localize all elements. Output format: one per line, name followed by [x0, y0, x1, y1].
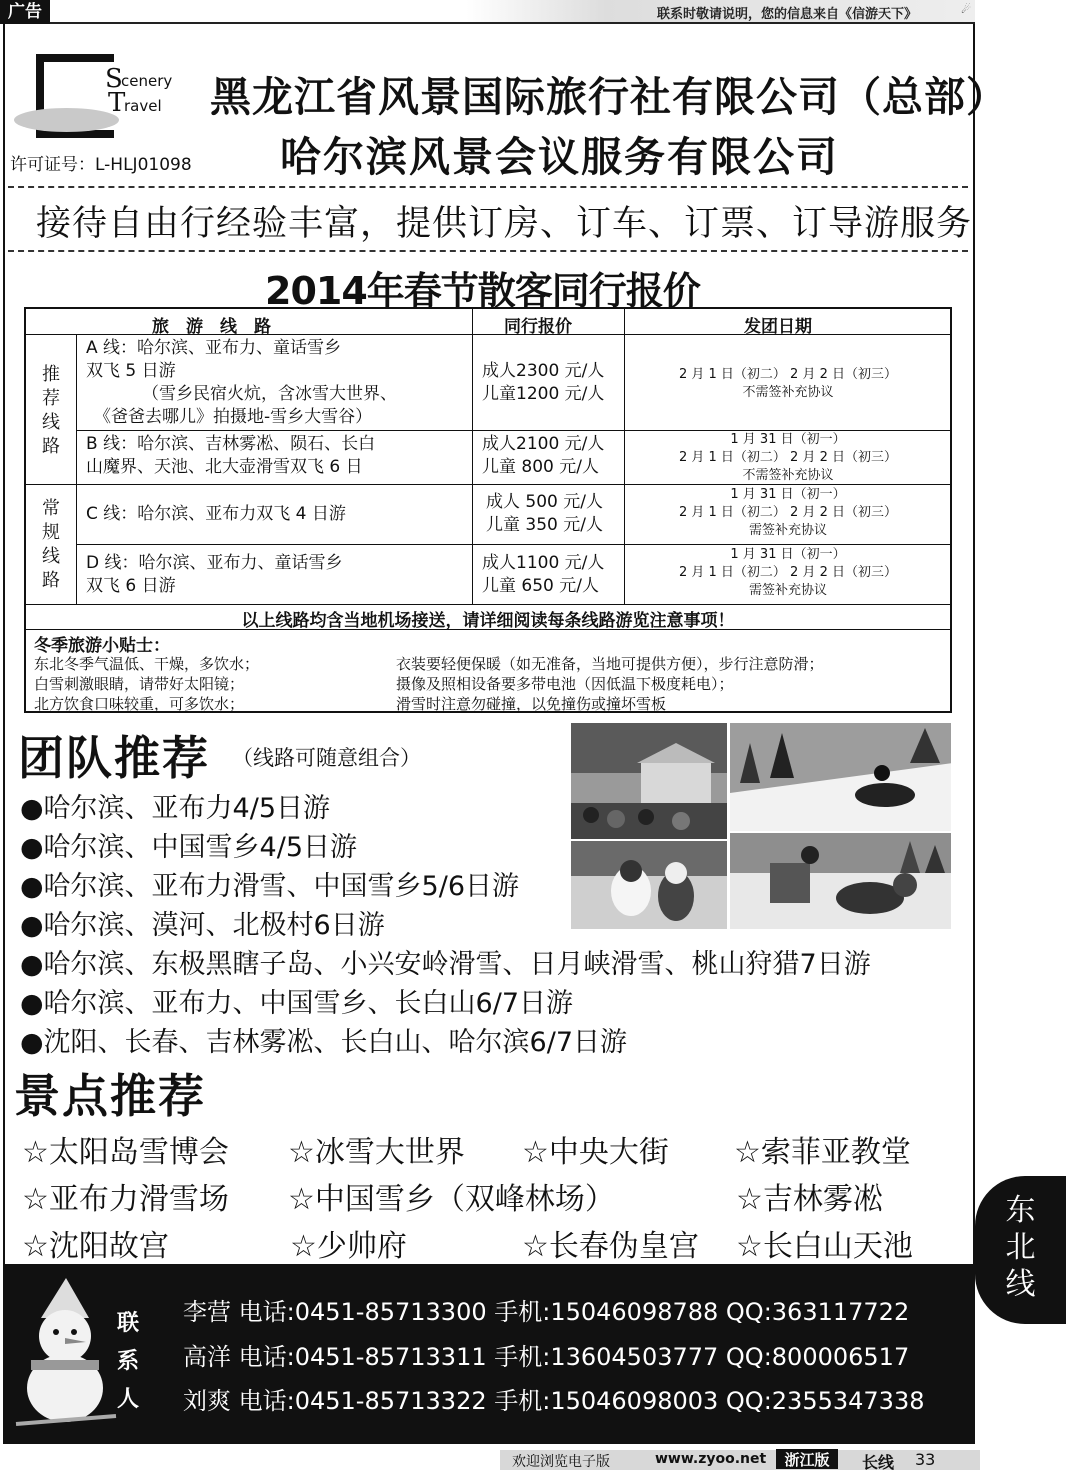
section-name: 长线	[862, 1453, 895, 1470]
contact-liu-shuang: 刘爽 电话:0451-85713322 手机:15046098003 QQ:2355347338	[183, 1387, 925, 1415]
price-a: 成人2300 元/人 儿童1200 元/人	[482, 361, 605, 404]
header-dates: 发团日期	[744, 317, 812, 337]
service-slogan: 接待自由行经验丰富，提供订房、订车、订票、订导游服务	[36, 204, 973, 244]
source-notice: 联系时敬请说明，您的信息来自《信游天下》	[656, 7, 917, 22]
scenic-spot: ☆少帅府	[290, 1229, 407, 1264]
winter-tips-title: 冬季旅游小贴士：	[34, 636, 170, 656]
scenic-spot: ☆太阳岛雪博会	[22, 1135, 229, 1170]
dates-a: 2 月 1 日（初二） 2 月 2 日（初三） 不需签补充协议	[678, 367, 897, 400]
section-tab-northeast: 东 北 线	[975, 1176, 1066, 1324]
scenic-spot: ☆中国雪乡（双峰林场）	[288, 1182, 615, 1217]
license-number: 许可证号：L-HLJ01098	[10, 155, 192, 175]
airport-transfer-note: 以上线路均含当地机场接送，请详细阅读每条线路游览注意事项！	[241, 611, 735, 631]
tour-item: ●哈尔滨、亚布力滑雪、中国雪乡5/6日游	[20, 871, 520, 902]
top-banner	[50, 0, 975, 24]
photo-skiers	[570, 840, 728, 930]
divider	[8, 186, 968, 188]
scenic-spot: ☆沈阳故宫	[22, 1229, 169, 1264]
group-tours-title: 团队推荐	[18, 731, 210, 785]
scenic-spot: ☆冰雪大世界	[288, 1135, 465, 1170]
scenic-spot: ☆长春伪皇宫	[522, 1229, 699, 1264]
snowman-icon	[11, 1278, 121, 1428]
category-regular: 常规线路	[42, 498, 60, 591]
photo-dog-sled	[729, 832, 952, 930]
scenic-spots-title: 景点推荐	[14, 1069, 206, 1123]
logo-travel-text: ravel	[124, 97, 162, 115]
page-number: 33	[915, 1450, 936, 1469]
tour-item: ●哈尔滨、东极黑瞎子岛、小兴安岭滑雪、日月峡滑雪、桃山狩猎7日游	[20, 949, 871, 980]
header-price: 同行报价	[504, 317, 572, 337]
scenic-spot: ☆中央大街	[522, 1135, 669, 1170]
scenic-spot: ☆亚布力滑雪场	[22, 1182, 229, 1217]
tip-item: 白雪刺激眼睛，请带好太阳镜；	[34, 675, 245, 693]
route-b: B 线：哈尔滨、吉林雾凇、陨石、长白 山魔界、天池、北大壶滑雪双飞 6 日	[86, 434, 376, 477]
tour-item: ●哈尔滨、亚布力、中国雪乡、长白山6/7日游	[20, 988, 574, 1019]
price-b: 成人2100 元/人 儿童 800 元/人	[482, 434, 605, 477]
route-d: D 线：哈尔滨、亚布力、童话雪乡 双飞 6 日游	[86, 553, 343, 596]
company-name-main: 黑龙江省风景国际旅行社有限公司（总部）	[210, 73, 1008, 121]
price-table-title: 2014年春节散客同行报价	[265, 269, 700, 313]
contact-gao-yang: 高洋 电话:0451-85713311 手机:13604503777 QQ:800006517	[183, 1343, 910, 1371]
route-c: C 线：哈尔滨、亚布力双飞 4 日游	[86, 504, 346, 524]
ad-tag: 广告	[0, 0, 50, 24]
logo-letter-s: S	[105, 64, 123, 94]
tip-item: 摄像及照相设备要多带电池（因低温下极度耗电）；	[396, 675, 734, 693]
tip-item: 东北冬季气温低、干燥，多饮水；	[34, 655, 260, 673]
footer-url-link[interactable]: www.zyoo.net	[655, 1451, 767, 1467]
route-a: A 线：哈尔滨、亚布力、童话雪乡 双飞 5 日游 （雪乡民宿火炕，含冰雪大世界、 《爸爸去哪儿》拍摄地-雪乡大雪谷）	[86, 338, 397, 427]
tour-item: ●沈阳、长春、吉林雾凇、长白山、哈尔滨6/7日游	[20, 1027, 628, 1058]
price-d: 成人1100 元/人 儿童 650 元/人	[482, 553, 605, 596]
price-c: 成人 500 元/人 儿童 350 元/人	[486, 492, 603, 535]
tour-item: ●哈尔滨、中国雪乡4/5日游	[20, 832, 358, 863]
category-recommended: 推荐线路	[42, 364, 60, 457]
dates-c: 1 月 31 日（初一） 2 月 1 日（初二） 2 月 2 日（初三） 需签补充协议	[678, 487, 897, 538]
logo-scenery-text: cenery	[121, 72, 173, 90]
divider	[8, 250, 968, 252]
contact-panel	[3, 1264, 975, 1444]
tip-item: 滑雪时注意勿碰撞，以免撞伤或撞坏雪板	[396, 695, 667, 713]
scenic-spot: ☆长白山天池	[736, 1229, 913, 1264]
company-name-sub: 哈尔滨风景会议服务有限公司	[280, 133, 839, 181]
photo-snowmobile	[729, 722, 952, 832]
contact-li-ying: 李营 电话:0451-85713300 手机:15046098788 QQ:363117722	[183, 1298, 910, 1326]
dates-d: 1 月 31 日（初一） 2 月 1 日（初二） 2 月 2 日（初三） 需签补充协议	[678, 547, 897, 598]
tip-item: 北方饮食口味较重，可多饮水；	[34, 695, 245, 713]
contact-label: 系	[117, 1349, 140, 1374]
tour-item: ●哈尔滨、漠河、北极村6日游	[20, 910, 385, 941]
contact-label: 人	[117, 1387, 140, 1412]
publisher-logo-icon: ☄	[961, 3, 971, 16]
tip-item: 衣装要轻便保暖（如无准备，当地可提供方便），步行注意防滑；	[396, 655, 824, 673]
scenic-spot: ☆吉林雾凇	[736, 1182, 883, 1217]
header-route: 旅 游 线 路	[152, 317, 271, 337]
group-tours-subtitle: （线路可随意组合）	[232, 746, 421, 770]
scenic-spot: ☆索菲亚教堂	[734, 1135, 911, 1170]
footer-welcome: 欢迎浏览电子版	[512, 1454, 610, 1470]
dates-b: 1 月 31 日（初一） 2 月 1 日（初二） 2 月 2 日（初三） 不需签补充协议	[678, 432, 897, 483]
price-table	[24, 307, 952, 713]
logo-letter-t: T	[108, 88, 126, 118]
photo-ski-resort	[570, 722, 728, 840]
edition-badge: 浙江版	[776, 1449, 838, 1469]
contact-label: 联	[117, 1311, 140, 1336]
tour-item: ●哈尔滨、亚布力4/5日游	[20, 793, 331, 824]
logo-cloud-icon	[14, 108, 119, 132]
